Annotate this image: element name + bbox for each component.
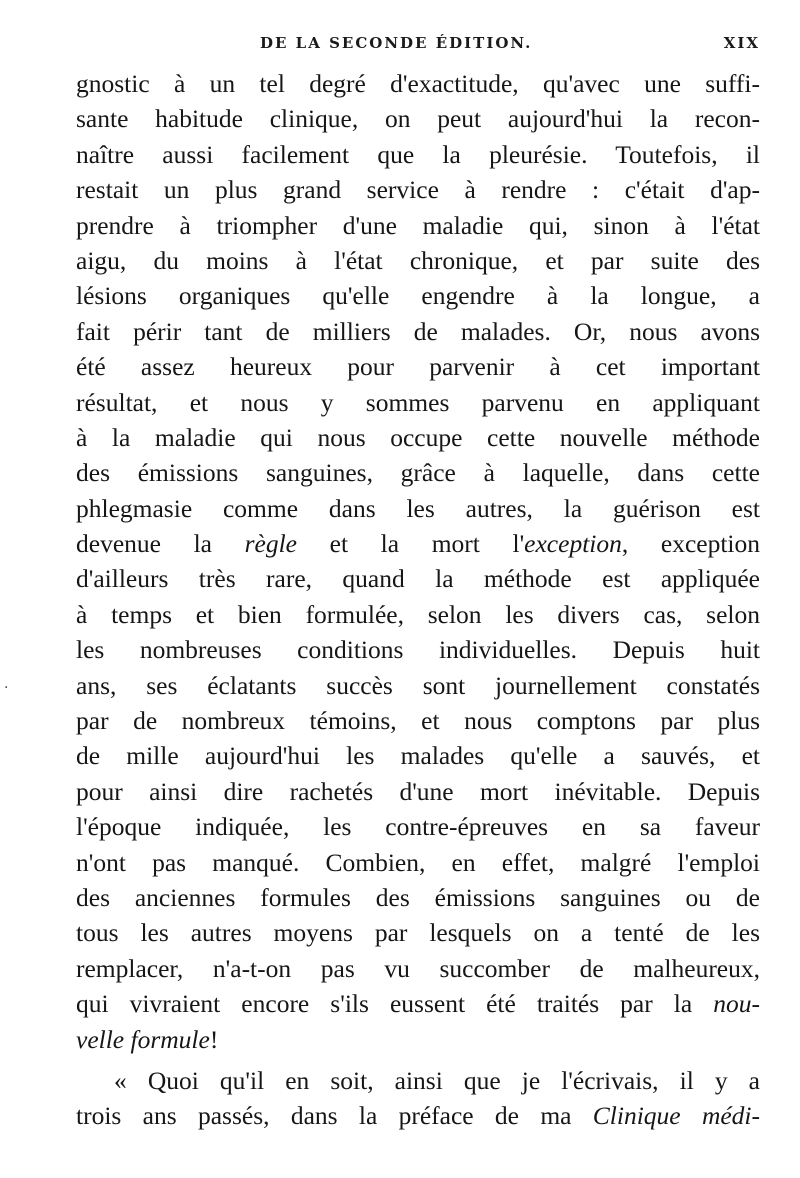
text-line: sante habitude clinique, on peut aujourd'hui la recon-	[76, 104, 760, 134]
text-run: , exception	[621, 529, 760, 559]
text-line: tous les autres moyens par lesquels on a tenté de les	[76, 918, 760, 948]
text-line: « Quoi qu'il en soit, ainsi que je l'écrivais, il y a	[114, 1065, 760, 1095]
text-line: pour ainsi dire rachetés d'une mort inévitable. Depuis	[76, 776, 760, 806]
text-run: et la mort l'	[297, 529, 525, 559]
text-line: l'époque indiquée, les contre-épreuves en sa faveur	[76, 812, 760, 842]
text-line	[76, 526, 760, 561]
italic-run: exception	[524, 529, 622, 559]
text-line: par de nombreux témoins, et nous comptons par plus	[76, 706, 760, 736]
text-line: ans, ses éclatants succès sont journellement constatés	[76, 670, 760, 700]
italic-run: nou-	[713, 989, 760, 1019]
text-line: des anciennes formules des émissions sanguines ou de	[76, 882, 760, 912]
paragraph	[76, 1063, 760, 1134]
text-run: !	[209, 1024, 219, 1054]
text-line: d'ailleurs très rare, quand la méthode est appliquée	[76, 564, 760, 594]
text-line: phlegmasie comme dans les autres, la guérison est	[76, 493, 760, 523]
margin-speck: ·	[4, 680, 9, 696]
text-line: naître aussi facilement que la pleurésie. Toutefois, il	[76, 139, 760, 169]
text-line: restait un plus grand service à rendre : c'était d'ap-	[76, 175, 760, 205]
body-text	[76, 66, 760, 1134]
paragraph	[76, 66, 760, 1057]
text-line: à temps et bien formulée, selon les divers cas, selon	[76, 599, 760, 629]
italic-run: Clinique médi-	[592, 1101, 761, 1131]
page-number: XIX	[723, 34, 760, 52]
text-line: de mille aujourd'hui les malades qu'elle a sauvés, et	[76, 741, 760, 771]
text-line: n'ont pas manqué. Combien, en effet, malgré l'emploi	[76, 847, 760, 877]
italic-run: règle	[244, 529, 298, 559]
text-run: trois ans passés, dans la préface de ma	[76, 1101, 593, 1131]
text-line: résultat, et nous y sommes parvenu en appliquant	[76, 387, 760, 417]
text-line: remplacer, n'a-t-on pas vu succomber de malheureux,	[76, 953, 760, 983]
text-line: été assez heureux pour parvenir à cet important	[76, 352, 760, 382]
text-line: à la maladie qui nous occupe cette nouvelle méthode	[76, 422, 760, 452]
text-line: des émissions sanguines, grâce à laquelle, dans cette	[76, 458, 760, 488]
text-line	[76, 986, 760, 1021]
text-line	[76, 1022, 760, 1057]
text-line: prendre à triompher d'une maladie qui, sinon à l'état	[76, 210, 760, 240]
text-line: aigu, du moins à l'état chronique, et par suite des	[76, 245, 760, 275]
text-line	[76, 1098, 760, 1133]
running-title: DE LA SECONDE ÉDITION.	[260, 34, 533, 52]
text-line: les nombreuses conditions individuelles. Depuis huit	[76, 635, 760, 665]
text-line: gnostic à un tel degré d'exactitude, qu'avec une suffi-	[76, 69, 760, 98]
text-run: qui vivraient encore s'ils eussent été traités par la	[76, 989, 714, 1019]
italic-run: velle formule	[76, 1024, 210, 1054]
text-run: devenue la	[76, 529, 245, 559]
text-line: lésions organiques qu'elle engendre à la longue, a	[76, 281, 760, 311]
running-head	[76, 34, 760, 56]
text-line: fait périr tant de milliers de malades. Or, nous avons	[76, 316, 760, 346]
